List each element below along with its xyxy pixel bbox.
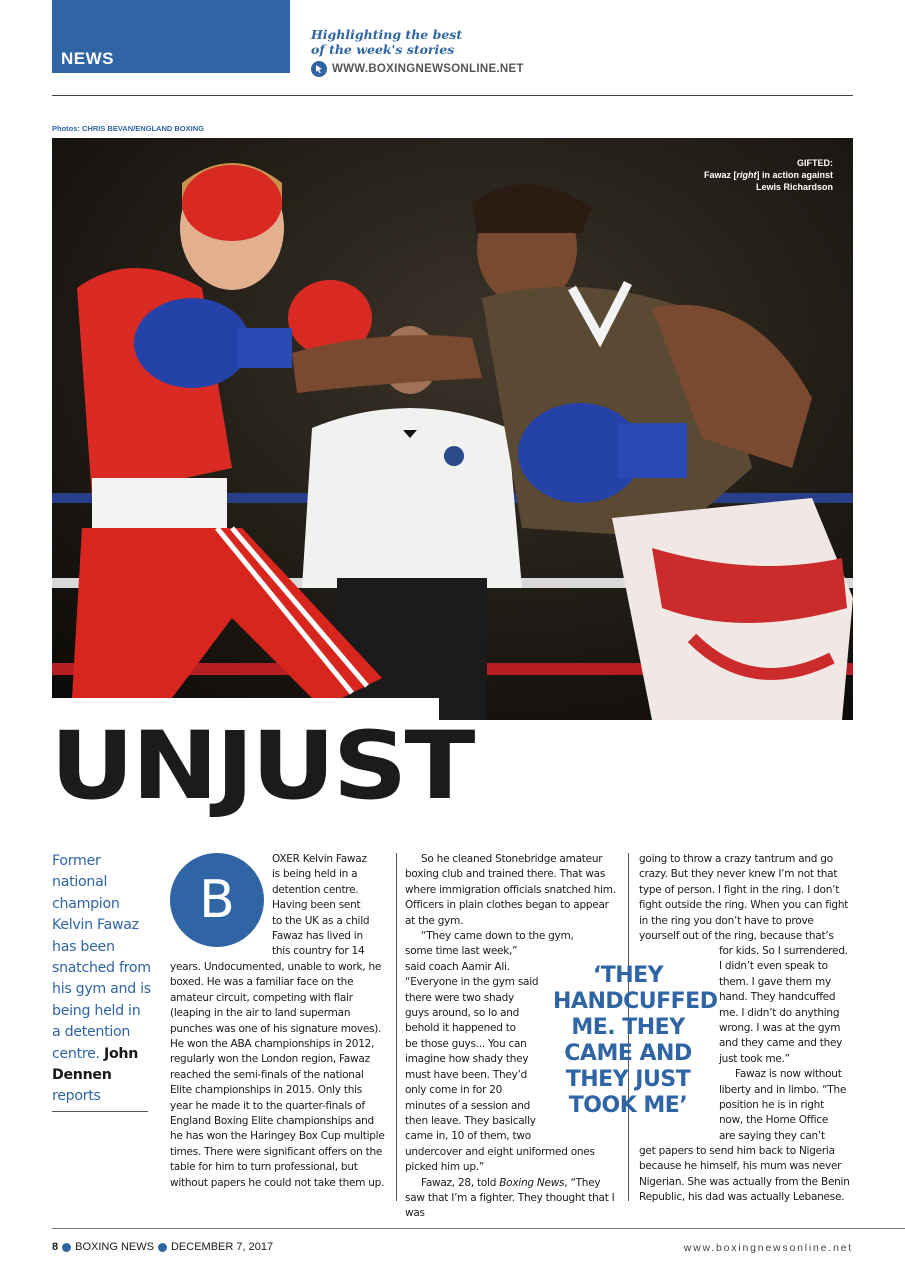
col3-mid <box>719 944 855 1144</box>
col2-line: said coach Aamir Ali. <box>405 960 510 973</box>
col2-line: be those guys... You can <box>405 1037 527 1050</box>
col2-line: minutes of a session and <box>405 1099 531 1112</box>
pull-quote-line: ‘THEY <box>592 963 664 988</box>
byline-suffix: reports <box>52 1088 101 1105</box>
caption-text-pre: Fawaz [ <box>703 170 737 180</box>
page-number: 8 <box>52 1241 59 1253</box>
pull-quote-line: TOOK ME’ <box>568 1093 688 1118</box>
col1-line: is being held in a <box>272 868 358 881</box>
col3-line: hand. They handcuffed <box>719 991 836 1004</box>
col3-line: position he is in right <box>719 1099 824 1112</box>
col3-line: liberty and in limbo. “The <box>719 1083 847 1096</box>
tagline-line-1: Highlighting the best <box>311 27 463 42</box>
caption-title: GIFTED: <box>797 158 833 168</box>
standfirst-text: Former national champion Kelvin Fawaz has been snatched from his gym and is being held in a detention centre. <box>52 853 151 1062</box>
bullet-dot-icon <box>62 1243 71 1252</box>
tagline-line-2: of the week's stories <box>311 42 455 57</box>
cursor-icon <box>311 61 327 77</box>
byline: John Dennen <box>52 1045 138 1084</box>
footer-folio <box>52 1241 273 1253</box>
col2-line: some time last week,” <box>405 945 518 958</box>
col2-line: “They came down to the gym, <box>421 930 574 943</box>
site-url[interactable]: WWW.BOXINGNEWSONLINE.NET <box>332 63 524 75</box>
col2-p3-publication: Boxing News <box>499 1176 565 1189</box>
section-label: NEWS <box>61 49 114 68</box>
col3-line: me. I didn’t do anything <box>719 1006 840 1019</box>
col2-paragraph-2-end: undercover and eight uniformed ones picked him up.” <box>405 1145 595 1174</box>
col3-line: just took me.” <box>719 1052 790 1065</box>
headline: UNJUST <box>50 710 473 821</box>
footer-site-url[interactable]: www.boxingnewsonline.net <box>683 1242 853 1254</box>
col2-line: imagine how shady they <box>405 1053 529 1066</box>
pull-quote-line: THEY JUST <box>565 1067 691 1092</box>
col3-line: wrong. I was at the gym <box>719 1022 841 1035</box>
col1-line: Having been sent <box>272 899 361 912</box>
standfirst-divider <box>52 1111 148 1112</box>
photo-caption <box>683 157 833 193</box>
publication-name: BOXING NEWS <box>75 1241 154 1253</box>
col2-line: came in, 10 of them, two <box>405 1130 531 1143</box>
caption-text-em: right <box>736 170 757 180</box>
pull-quote-line: HANDCUFFED <box>553 989 718 1014</box>
col1-wrap <box>272 852 387 960</box>
col2-line: guys around, so lo and <box>405 1007 520 1020</box>
pull-quote-line: ME. THEY <box>571 1015 685 1040</box>
col2-paragraph-1: So he cleaned Stonebridge amateur boxing club and trained there. That was where immigration officials snatched him. Officers in plain clothes began to appear at the gym. <box>405 853 616 927</box>
photo-credit: Photos: CHRIS BEVAN/ENGLAND BOXING <box>52 124 204 133</box>
col2-p3-pre: Fawaz, 28, told <box>421 1176 500 1189</box>
boxing-photo <box>52 138 853 720</box>
col1-line: OXER Kelvin Fawaz <box>272 853 367 865</box>
col2-line: there were two shady <box>405 991 514 1004</box>
col3-line: and they came and they <box>719 1037 843 1050</box>
col2-paragraph-3 <box>405 1176 617 1222</box>
caption-text-post: ] in action against Lewis Richardson <box>755 170 833 192</box>
pull-quote <box>553 963 718 1119</box>
col3-bottom <box>639 1144 854 1206</box>
col1-paragraph: years. Undocumented, unable to work, he boxed. He was a familiar face on the amateur circuit, competing with flair (leaping in the air to land superman punches was one of his signature moves). He won the ABA championships in 2012, regularly won the London region, Fawaz reached the semi-finals of the national Elite championships in 2015. Only this year he made it to the quarter-finals of England Boxing Elite championships and he has won the Haringey Box Cup multiple times. There were significant offers on the table for him to turn professional, but without papers he could not take them up. <box>170 961 385 1189</box>
header-divider <box>52 95 853 96</box>
col3-line: now, the Home Office <box>719 1114 829 1127</box>
col3-paragraph-top: going to throw a crazy tantrum and go crazy. But they never knew I’m not that type of person. I fight in the ring. I don’t fight outside the ring. When you can fight in the ring you don’t have to prove yourself out of the ring, because that’s <box>639 853 849 943</box>
issue-date: DECEMBER 7, 2017 <box>170 1241 274 1253</box>
bullet-dot-icon <box>158 1243 167 1252</box>
col3-paragraph-bottom: get papers to send him back to Nigeria because he himself, his mum was never Nigerian. She was actually from the Benin Republic, his dad was actually Lebanese. <box>639 1145 850 1204</box>
col1-line: this country for 14 <box>272 945 365 958</box>
col2-line: then leave. They basically <box>405 1114 536 1127</box>
col3-line: are saying they can’t <box>719 1129 825 1142</box>
col2-line: behold it happened to <box>405 1022 516 1035</box>
footer-divider <box>52 1228 905 1229</box>
drop-cap: B <box>170 853 264 947</box>
col1-line: Fawaz has lived in <box>272 930 363 943</box>
col3-line: for kids. So I surrendered. <box>719 945 848 957</box>
pull-quote-line: CAME AND <box>564 1041 692 1066</box>
col1-line: to the UK as a child <box>272 914 370 927</box>
site-link[interactable] <box>311 61 524 77</box>
col3-line: them. I gave them my <box>719 975 831 988</box>
tagline <box>311 27 462 57</box>
column-rule-1 <box>396 853 397 1201</box>
col3-line: Fawaz is now without <box>735 1068 842 1081</box>
col2-p3-post: , “They saw that I’m a fighter. They thought that I was <box>405 1176 615 1220</box>
col3-top <box>639 852 854 944</box>
col2-line: “Everyone in the gym said <box>405 976 539 989</box>
col2-line: must have been. They’d <box>405 1068 528 1081</box>
col2-line: only come in for 20 <box>405 1084 503 1097</box>
col3-line: I didn’t even speak to <box>719 960 828 973</box>
standfirst <box>52 851 152 1108</box>
col1-body <box>170 960 386 1191</box>
col1-line: detention centre. <box>272 883 359 896</box>
